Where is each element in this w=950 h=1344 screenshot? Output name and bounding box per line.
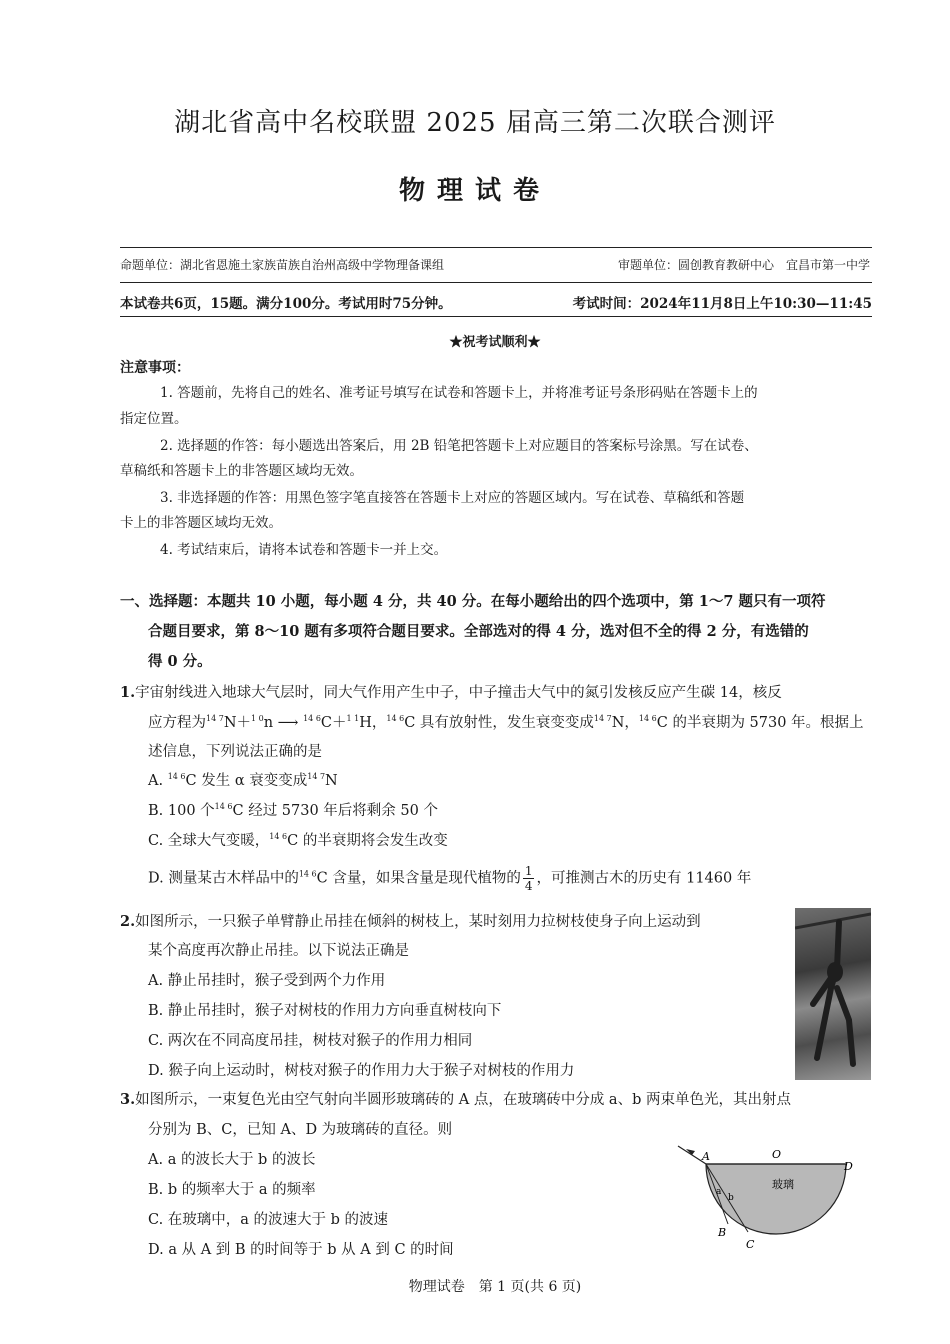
q1-text-2d: C＋ bbox=[320, 715, 347, 731]
review-unit: 审题单位：圆创教育教研中心 宜昌市第一中学 bbox=[617, 258, 870, 272]
author-unit: 命题单位：湖北省恩施土家族苗族自治州高级中学物理备课组 bbox=[120, 258, 445, 272]
label-ray-b: b bbox=[728, 1193, 734, 1203]
notice-item-4: 4. 考试结束后，请将本试卷和答题卡一并上交。 bbox=[160, 542, 448, 558]
q3-option-b: B. b 的频率大于 a 的频率 bbox=[148, 1182, 316, 1198]
notice-item-3-cont: 卡上的非答题区域均无效。 bbox=[120, 515, 282, 531]
q1-number: 1. bbox=[120, 684, 136, 701]
isotope-c14-b: 14 6 bbox=[386, 714, 405, 723]
isotope-neutron: 1 0 bbox=[251, 714, 264, 723]
label-d-point: D bbox=[844, 1160, 853, 1173]
q3-stem-line-2: 分别为 B、C，已知 A、D 为玻璃砖的直径。则 bbox=[148, 1122, 453, 1138]
q3-option-a: A. a 的波长大于 b 的波长 bbox=[148, 1152, 316, 1168]
isotope-c14-c: 14 6 bbox=[638, 714, 657, 723]
notice-item-1: 1. 答题前，先将自己的姓名、准考证号填写在试卷和答题卡上，并将准考证号条形码贴在答题卡上的 bbox=[160, 385, 758, 401]
label-glass: 玻璃 bbox=[772, 1178, 794, 1191]
q1-option-d: D. 测量某古木样品中的$^{14 6}$C 含量，如果含量是现代植物的 $\frac{1}{4}$ ，可推测古木的历史有 11460 年 bbox=[148, 864, 752, 893]
isotope: 14 6 bbox=[167, 772, 186, 781]
q1-text-2f: C 具有放射性，发生衰变变成 bbox=[404, 715, 594, 731]
page-footer: 物理试卷 第 1 页(共 6 页) bbox=[408, 1279, 582, 1295]
isotope: 14 6 bbox=[298, 869, 317, 879]
notice-title: 注意事项： bbox=[120, 360, 190, 376]
q2-option-a: A. 静止吊挂时，猴子受到两个力作用 bbox=[148, 973, 386, 989]
q1-text-2a: 应方程为 bbox=[148, 715, 206, 731]
notice-item-2: 2. 选择题的作答：每小题选出答案后，用 2B 铅笔把答题卡上对应题目的答案标号涂黑。写在试卷、 bbox=[160, 438, 758, 454]
paper-info-line bbox=[120, 292, 872, 312]
fraction-one-quarter: $\frac{1}{4}$ bbox=[524, 864, 533, 893]
q3-number: 3. bbox=[120, 1091, 136, 1108]
paper-info: 本试卷共6页，15题。满分100分。考试用时75分钟。 bbox=[120, 296, 452, 312]
isotope: 14 6 bbox=[269, 832, 288, 841]
isotope: 14 7 bbox=[307, 772, 326, 781]
q1-stem-line-2 bbox=[148, 711, 864, 732]
label-o-point: O bbox=[772, 1148, 782, 1161]
q1-stem-line-1 bbox=[120, 681, 782, 702]
section-heading-line-3: 得 0 分。 bbox=[148, 653, 212, 670]
good-luck-banner: ★祝考试顺利★ bbox=[449, 335, 541, 350]
exam-time: 考试时间：2024年11月8日上午10:30—11:45 bbox=[572, 296, 872, 312]
meta-divider bbox=[120, 282, 872, 283]
q2-stem-line-1: 2.如图所示，一只猴子单臂静止吊挂在倾斜的树枝上，某时刻用力拉树枝使身子向上运动到 bbox=[120, 913, 701, 930]
q2-stem-line-2: 某个高度再次静止吊挂。以下说法正确是 bbox=[148, 943, 409, 959]
glass-semicircle-figure bbox=[668, 1140, 868, 1252]
q1-text-2h: C 的半衰期为 5730 年。根据上 bbox=[656, 715, 864, 731]
isotope: 14 6 bbox=[214, 802, 233, 811]
q1-text-2c: n ⟶ bbox=[263, 715, 304, 731]
q2-option-b: B. 静止吊挂时，猴子对树枝的作用力方向垂直树枝向下 bbox=[148, 1003, 502, 1019]
q3-option-d: D. a 从 A 到 B 的时间等于 b 从 A 到 C 的时间 bbox=[148, 1242, 454, 1258]
top-divider bbox=[120, 247, 872, 248]
isotope-h1: 1 1 bbox=[346, 714, 360, 723]
q1-text-2b: N＋ bbox=[223, 715, 251, 731]
label-b-point: B bbox=[718, 1226, 727, 1239]
q2-number: 2. bbox=[120, 913, 136, 930]
notice-item-1-cont: 指定位置。 bbox=[120, 411, 188, 427]
authoring-line bbox=[120, 256, 870, 273]
q1-option-c: C. 全球大气变暖，$^{14 6}$C 的半衰期将会发生改变 bbox=[148, 832, 448, 849]
notice-item-3: 3. 非选择题的作答：用黑色签字笔直接答在答题卡上对应的答题区域内。写在试卷、草稿纸和答题 bbox=[160, 490, 745, 506]
section-heading-line-1: 一、选择题：本题共 10 小题，每小题 4 分，共 40 分。在每小题给出的四个选项中，第 1～7 题只有一项符 bbox=[120, 593, 826, 610]
isotope-c14: 14 6 bbox=[303, 714, 321, 723]
notice-item-2-cont: 草稿纸和答题卡上的非答题区域均无效。 bbox=[120, 463, 363, 479]
q1-text-2e: H， bbox=[359, 715, 387, 731]
exam-title: 湖北省高中名校联盟 2025 届高三第二次联合测评 bbox=[174, 108, 776, 138]
q2-option-c: C. 两次在不同高度吊挂，树枝对猴子的作用力相同 bbox=[148, 1033, 473, 1049]
monkey-silhouette-icon bbox=[795, 908, 871, 1080]
q1-option-a: A. $^{14 6}$C 发生 α 衰变变成$^{14 7}$N bbox=[148, 772, 338, 789]
monkey-photo bbox=[795, 908, 871, 1080]
q3-stem-line-1: 3.如图所示，一束复色光由空气射向半圆形玻璃砖的 A 点，在玻璃砖中分成 a、b 两束单色光，其出射点 bbox=[120, 1091, 791, 1108]
isotope-n14-b: 14 7 bbox=[593, 714, 612, 723]
label-a-point: A bbox=[702, 1150, 710, 1163]
label-ray-a: a bbox=[716, 1187, 722, 1197]
q1-text-2g: N， bbox=[611, 715, 639, 731]
label-c-point: C bbox=[746, 1238, 755, 1251]
info-divider bbox=[120, 316, 872, 317]
q1-option-b: B. 100 个$^{14 6}$C 经过 5730 年后将剩余 50 个 bbox=[148, 802, 438, 819]
q2-option-d: D. 猴子向上运动时，树枝对猴子的作用力大于猴子对树枝的作用力 bbox=[148, 1063, 575, 1079]
isotope-n14: 14 7 bbox=[206, 714, 224, 723]
q1-stem-line-3: 述信息，下列说法正确的是 bbox=[148, 744, 322, 760]
q1-text-1: 宇宙射线进入地球大气层时，同大气作用产生中子，中子撞击大气中的氮引发核反应产生碳 14，核反 bbox=[135, 685, 782, 701]
section-heading-line-2: 合题目要求，第 8～10 题有多项符合题目要求。全部选对的得 4 分，选对但不全的得 2 分，有选错的 bbox=[148, 623, 809, 640]
subject-title: 物理试卷 bbox=[398, 176, 551, 206]
q3-option-c: C. 在玻璃中，a 的波速大于 b 的波速 bbox=[148, 1212, 389, 1228]
